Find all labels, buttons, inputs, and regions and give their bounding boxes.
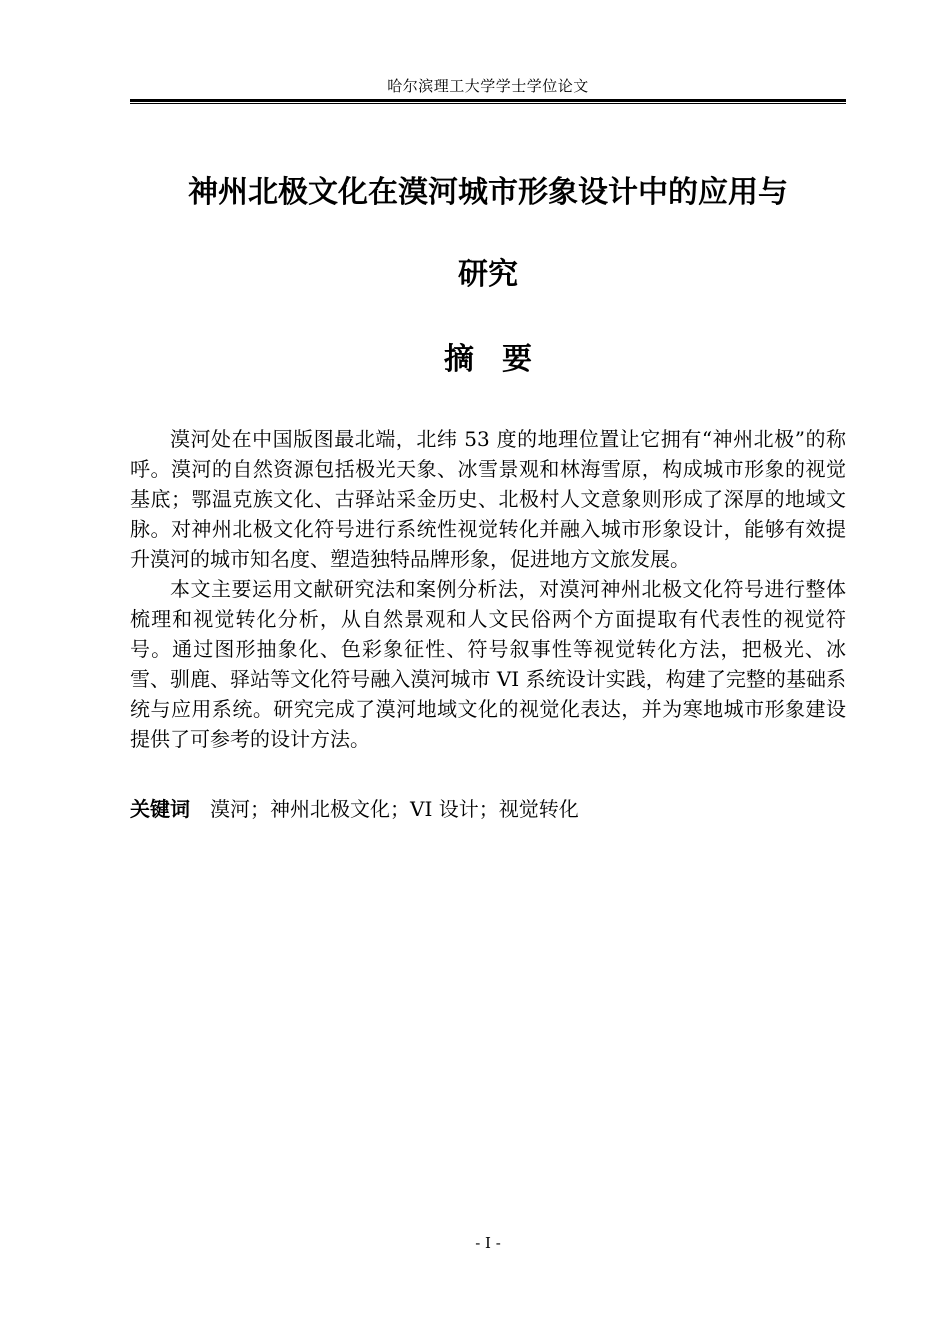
- keywords-text: 漠河；神州北极文化；VI 设计；视觉转化: [210, 797, 579, 821]
- keywords-label: 关键词: [130, 797, 190, 821]
- thesis-title-line-1: 神州北极文化在漠河城市形象设计中的应用与: [188, 175, 788, 210]
- header-rule-thick: [130, 99, 846, 102]
- abstract-body: [130, 424, 846, 754]
- abstract-heading: 摘要: [444, 342, 560, 377]
- running-header: 哈尔滨理工大学学士学位论文: [387, 77, 589, 95]
- page-number: - I -: [475, 1234, 501, 1252]
- abstract-paragraph-1: 漠河处在中国版图最北端，北纬 53 度的地理位置让它拥有“神州北极”的称呼。漠河的自然资源包括极光天象、冰雪景观和林海雪原，构成城市形象的视觉基底；鄂温克族文化、古驿站采金历史、北极村人文意象则形成了深厚的地域文脉。对神州北极文化符号进行系统性视觉转化并融入城市形象设计，能够有效提升漠河的城市知名度、塑造独特品牌形象，促进地方文旅发展。: [130, 427, 846, 571]
- thesis-title-line-2: 研究: [458, 257, 518, 292]
- keywords-line: [130, 794, 846, 824]
- header-rule-thin: [130, 103, 846, 104]
- header-rule: [130, 99, 846, 104]
- abstract-paragraph-2: 本文主要运用文献研究法和案例分析法，对漠河神州北极文化符号进行整体梳理和视觉转化分析，从自然景观和人文民俗两个方面提取有代表性的视觉符号。通过图形抽象化、色彩象征性、符号叙事性等视觉转化方法，把极光、冰雪、驯鹿、驿站等文化符号融入漠河城市 VI 系统设计实践，构建了完整的基础系统与应用系统。研究完成了漠河地域文化的视觉化表达，并为寒地城市形象建设提供了可参考的设计方法。: [130, 577, 846, 751]
- thesis-title: [130, 152, 846, 316]
